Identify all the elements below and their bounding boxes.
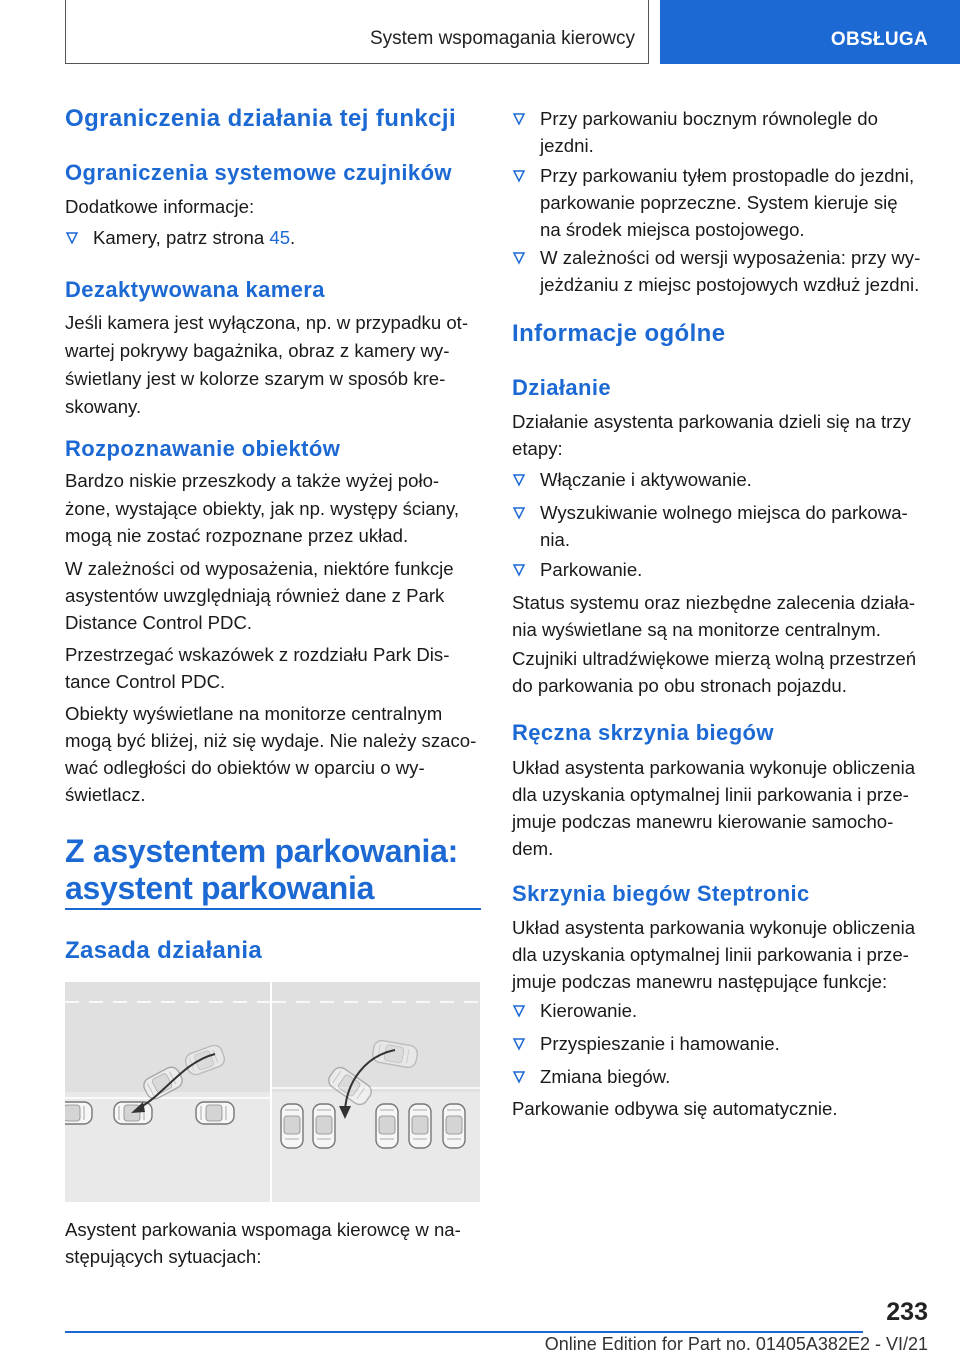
heading-general-info: Informacje ogólne	[512, 320, 726, 347]
function-item: Zmiana biegów.	[540, 1066, 671, 1087]
chapter-heading-line2: asystent parkowania	[65, 870, 375, 906]
bullet-triangle-icon	[512, 506, 526, 520]
bullet-triangle-icon	[512, 251, 526, 265]
bullet-triangle-icon	[512, 1037, 526, 1051]
object-line: wać odległości do obiektów w oparciu o wy-	[65, 757, 425, 778]
function-line: etapy:	[512, 438, 563, 459]
bullet-triangle-icon	[65, 231, 79, 245]
object-line: W zależności od wyposażenia, niektóre funkcje	[65, 558, 454, 579]
heading-limits: Ograniczenia działania tej funkcji	[65, 105, 457, 132]
heading-principle: Zasada działania	[65, 937, 263, 964]
function-item: Kierowanie.	[540, 1000, 638, 1021]
object-line: mogą być bliżej, niż się wydaje. Nie należy szaco-	[65, 730, 477, 751]
manual-line: dem.	[512, 838, 554, 859]
object-line: tance Control PDC.	[65, 671, 226, 692]
steptronic-line: jmuje podczas manewru następujące funkcje:	[512, 971, 888, 992]
parking-diagram	[65, 982, 480, 1202]
camera-off-line: skowany.	[65, 396, 142, 417]
object-line: mogą nie zostać rozpoznane przez układ.	[65, 525, 409, 546]
bullet-triangle-icon	[512, 473, 526, 487]
bullet-line: Przy parkowaniu tyłem prostopadle do jezdni,	[540, 165, 915, 186]
page-link-45[interactable]: 45	[269, 227, 291, 248]
extra-info-label: Dodatkowe informacje:	[65, 196, 255, 217]
heading-sensor-limits: Ograniczenia systemowe czujników	[65, 160, 452, 185]
stage-item: nia.	[540, 529, 570, 550]
sensor-line: Czujniki ultradźwiękowe mierzą wolną przestrzeń	[512, 648, 917, 669]
steptronic-line: dla uzyskania optymalnej linii parkowania i prze-	[512, 944, 909, 965]
camera-off-line: świetlany jest w kolorze szarym w sposób kre-	[65, 368, 446, 389]
heading-steptronic: Skrzynia biegów Steptronic	[512, 881, 810, 906]
function-line: Działanie asystenta parkowania dzieli się na trzy	[512, 411, 911, 432]
chapter-rule	[65, 908, 481, 910]
heading-camera-off: Dezaktywowana kamera	[65, 277, 325, 302]
object-line: Distance Control PDC.	[65, 612, 253, 633]
sensor-line: do parkowania po obu stronach pojazdu.	[512, 675, 847, 696]
manual-line: jmuje podczas manewru kierowanie samocho-	[512, 811, 894, 832]
bullet-line: parkowanie poprzeczne. System kieruje się	[540, 192, 898, 213]
manual-line: Układ asystenta parkowania wykonuje obliczenia	[512, 757, 916, 778]
stage-item: Parkowanie.	[540, 559, 643, 580]
closing-sentence: Parkowanie odbywa się automatycznie.	[512, 1098, 838, 1119]
page-number: 233	[886, 1298, 928, 1326]
chapter-heading-line1: Z asystentem parkowania:	[65, 833, 458, 869]
bullet-line: na środek miejsca postojowego.	[540, 219, 805, 240]
bullet-triangle-icon	[512, 563, 526, 577]
object-line: żone, wystające obiekty, jak np. występy ściany,	[65, 498, 460, 519]
object-line: Bardzo niskie przeszkody a także wyżej poło-	[65, 470, 440, 491]
stage-item: Wyszukiwanie wolnego miejsca do parkowa-	[540, 502, 908, 523]
bullet-line: jezdni.	[540, 135, 594, 156]
caption-line: Asystent parkowania wspomaga kierowcę w na-	[65, 1219, 461, 1240]
bullet-line: jeżdżaniu z miejsc postojowych wzdłuż jezdni.	[540, 274, 920, 295]
object-line: świetlacz.	[65, 784, 146, 805]
camera-off-line: Jeśli kamera jest wyłączona, np. w przypadku ot-	[65, 312, 469, 333]
bullet-line: W zależności od wersji wyposażenia: przy wy-	[540, 247, 921, 268]
section-title: System wspomagania kierowcy	[369, 28, 635, 49]
status-line: Status systemu oraz niezbędne zalecenia działa-	[512, 592, 916, 613]
bullet-triangle-icon	[512, 112, 526, 126]
heading-manual-gearbox: Ręczna skrzynia biegów	[512, 720, 774, 745]
status-line: nia wyświetlane są na monitorze centralnym.	[512, 619, 881, 640]
heading-object-detection: Rozpoznawanie obiektów	[65, 436, 341, 461]
object-line: asystentów uwzględniają również dane z Park	[65, 585, 445, 606]
object-line: Obiekty wyświetlane na monitorze centralnym	[65, 703, 443, 724]
bullet-triangle-icon	[512, 1070, 526, 1084]
stage-item: Włączanie i aktywowanie.	[540, 469, 752, 490]
bullet-line: Przy parkowaniu bocznym równolegle do	[540, 108, 878, 129]
edition-footer: Online Edition for Part no. 01405A382E2 - VI/21	[544, 1334, 928, 1354]
bullet-cameras: Kamery, patrz strona 45.	[93, 227, 296, 248]
manual-line: dla uzyskania optymalnej linii parkowania i prze-	[512, 784, 909, 805]
heading-function: Działanie	[512, 375, 611, 400]
caption-line: stępujących sytuacjach:	[65, 1246, 262, 1267]
section-tab-label[interactable]: OBSŁUGA	[830, 29, 928, 50]
footer-rule	[65, 1331, 863, 1333]
camera-off-line: wartej pokrywy bagażnika, obraz z kamery wy-	[65, 340, 450, 361]
bullet-triangle-icon	[512, 169, 526, 183]
object-line: Przestrzegać wskazówek z rozdziału Park Dis-	[65, 644, 450, 665]
function-item: Przyspieszanie i hamowanie.	[540, 1033, 780, 1054]
bullet-triangle-icon	[512, 1004, 526, 1018]
steptronic-line: Układ asystenta parkowania wykonuje obliczenia	[512, 917, 916, 938]
